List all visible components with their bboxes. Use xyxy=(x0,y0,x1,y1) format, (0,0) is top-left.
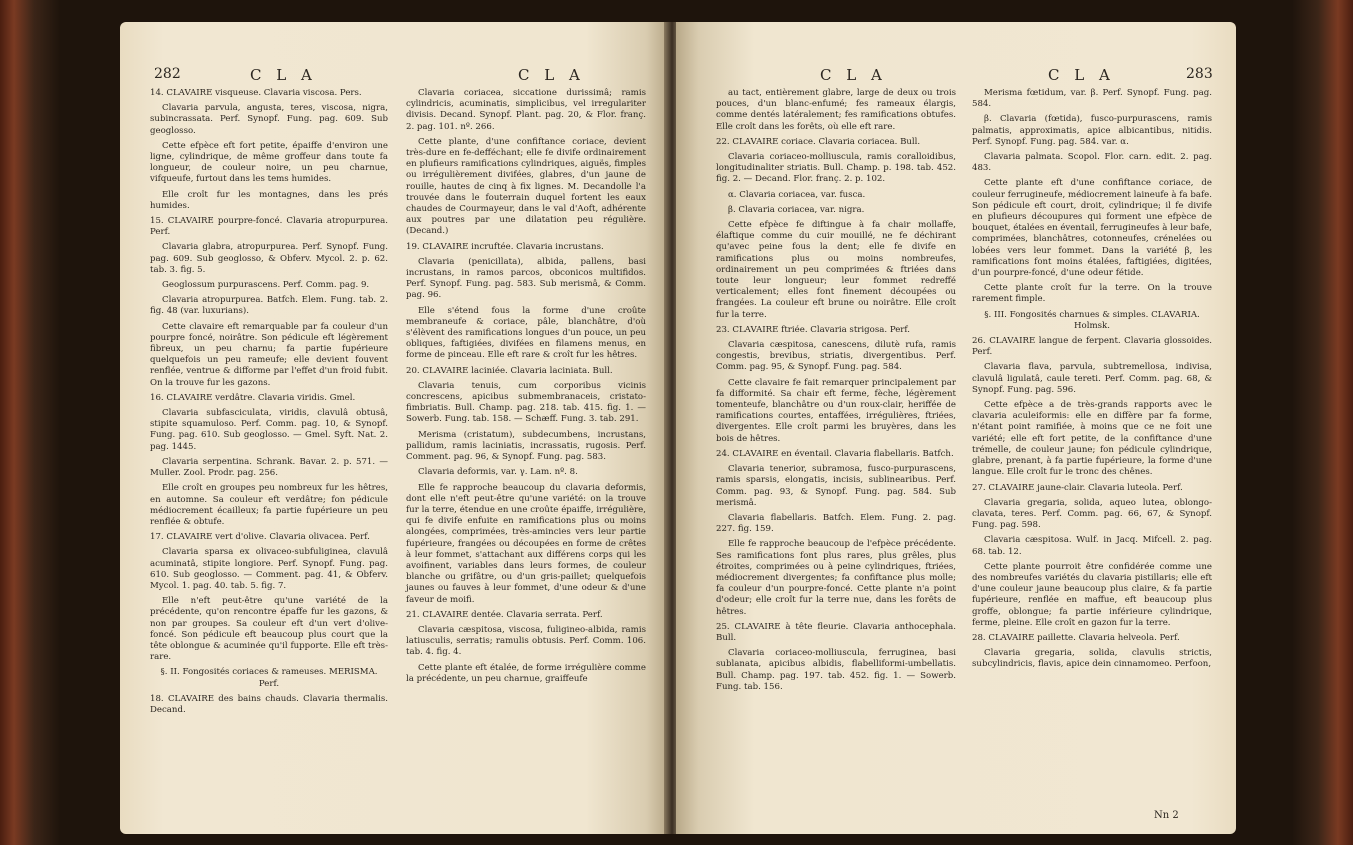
running-head: C L A xyxy=(820,66,887,84)
page-number: 282 xyxy=(154,66,181,82)
right-page xyxy=(676,22,1236,834)
running-head: C L A xyxy=(1048,66,1115,84)
paragraph: Clavaria cæspitosa. Wulf. in Jacq. Mifcell. 2. pag. 68. tab. 12. xyxy=(972,535,1212,557)
signature-mark: Nn 2 xyxy=(1154,810,1179,821)
paragraph: Merisma fœtidum, var. β. Perf. Synopf. Fung. pag. 584. xyxy=(972,88,1212,110)
text-column xyxy=(716,88,956,697)
paragraph: 16. CLAVAIRE verdâtre. Clavaria viridis. Gmel. xyxy=(150,392,356,403)
paragraph: au tact, entièrement glabre, large de deux ou trois pouces, d'un blanc-enfumé; fes rameaux élargis, comme dentés latéralement; fes ramifications obtufes. Elle croît dans les forêts, où elle eft rare. xyxy=(716,88,956,132)
paragraph: Elle croît en groupes peu nombreux fur les hêtres, en automne. Sa couleur eft verdâtre; fon pédicule médiocrement écailleux; fa partie fupérieure un peu renflée & obtufe. xyxy=(150,483,388,527)
paragraph: Clavaria subfasciculata, viridis, clavulâ obtusâ, stipite squamuloso. Perf. Comm. pag. 10, & Synopf. Fung. pag. 610. Sub geoglosso. — Gmel. Syft. Nat. 2. pag. 1445. xyxy=(150,408,388,452)
paragraph: Cette plante, d'une confiftance coriace, devient très-dure en fe-defféchant; elle fe divife ordinairement en plufieurs ramifications cylindriques, aiguës, fimples ou irrégulièrement divifées, glabres, d'un jaune de rouille, hautes de cinq à fix lignes. M. Decandolle l'a trouvée dans le fouterrain duquel fortent les eaux chaudes de Courmayeur, dans le val d'Aoft, adhérente aux poutres par une dilatation peu régulière. (Decand.) xyxy=(406,136,646,237)
left-page xyxy=(120,22,668,834)
paragraph: 28. CLAVAIRE paillette. Clavaria helveola. Perf. xyxy=(972,632,1180,643)
paragraph: Clavaria tenerior, subramosa, fusco-purpurascens, ramis sparsis, elongatis, incisis, sublinearibus. Perf. Comm. pag. 93, & Synopf. Fung. pag. 584. Sub merismâ. xyxy=(716,464,956,508)
paragraph: 22. CLAVAIRE coriace. Clavaria coriacea. Bull. xyxy=(716,136,921,147)
paragraph: Clavaria serpentina. Schrank. Bavar. 2. p. 571. — Muller. Zool. Prodr. pag. 256. xyxy=(150,456,388,479)
paragraph: Clavaria flava, parvula, subtremellosa, indivisa, clavulâ ligulatâ, caule tereti. Perf. Comm. pag. 68, & Synopf. Fung. pag. 596. xyxy=(972,362,1212,395)
paragraph: β. Clavaria coriacea, var. nigra. xyxy=(728,204,865,215)
paragraph: Elle s'étend fous la forme d'une croûte membraneufe & coriace, pâle, blanchâtre, d'où s'élèvent des ramifications longues d'un pouce, un peu obliques, faftigiées, divifées en filamens menus, en forme de pinceau. Elle eft rare & croît fur les hêtres. xyxy=(406,305,646,361)
paragraph: Cette clavaire fe fait remarquer principalement par fa difformité. Sa chair eft ferme, fèche, légèrement tomenteufe, blanchâtre ou d'un roux-clair, heriffée de ramifications courtes, entaffées, irrégulières, ftriées, divergentes. Elle croît parmi les bruyères, dans les bois de hêtres. xyxy=(716,377,956,444)
paragraph: Elle fe rapproche beaucoup du clavaria deformis, dont elle n'eft peut-être qu'une variété: on la trouve fur la terre, étendue en une croûte épaiffe, irrégulière, qui fe divife enfuite en ramifications plus ou moins alongées, comprimées, très-amincies vers leur partie fupérieure, frangées ou découpées en forme de crêtes à leur fommet, s'attachant aux différens corps qui les avoifinent, variables dans leurs formes, de couleur blanche ou grifâtre, ou d'un gris-paillet; quelquefois jaunes ou fauves à leur fommet, d'une odeur & d'une faveur de moifi. xyxy=(406,482,646,605)
paragraph: Clavaria coriacea, siccatione durissimâ; ramis cylindricis, acuminatis, simplicibus, vel irregulariter divisis. Decand. Synopf. Plant. pag. 20, & Flor. franç. 2. pag. 101. nº. 266. xyxy=(406,88,646,132)
paragraph: Clavaria cæspitosa, viscosa, fuligineo-albida, ramis latiusculis, serratis; ramulis obtusis. Perf. Comm. 106. tab. 4. fig. 4. xyxy=(406,624,646,658)
paragraph: 15. CLAVAIRE pourpre-foncé. Clavaria atropurpurea. Perf. xyxy=(150,216,388,238)
text-column xyxy=(150,88,388,720)
running-head: C L A xyxy=(518,66,585,84)
paragraph: Clavaria tenuis, cum corporibus vicinis concrescens, apicibus submembranaceis, cristato-fimbriatis. Bull. Champ. pag. 218. tab. 415. fig. 1. — Sowerb. Fung. tab. 158. — Schæff. Fung. 3. tab. 291. xyxy=(406,380,646,425)
paragraph: Cette efpèce fe diftingue à fa chair mollaffe, élaftique comme du cuir mouillé, ne fe déchirant qu'avec peine fous la dent; elle fe divife en ramifications plus ou moins nombreufes, ordinairement un peu comprimées & ftriées dans toute leur longueur; leur fommet redreffé verticalement; elles font finement découpées ou frangées. La couleur eft brune ou noirâtre. Elle croît fur la terre. xyxy=(716,220,956,320)
paragraph: α. Clavaria coriacea, var. fusca. xyxy=(728,189,866,200)
paragraph: 25. CLAVAIRE à tête fleurie. Clavaria anthocephala. Bull. xyxy=(716,621,956,643)
paragraph: 23. CLAVAIRE ftriée. Clavaria strigosa. Perf. xyxy=(716,324,911,335)
paragraph: Clavaria (penicillata), albida, pallens, basi incrustans, in ramos parcos, obconicos multifidos. Perf. Synopf. Fung. pag. 583. Sub merismâ, & Comm. pag. 96. xyxy=(406,256,646,301)
paragraph: 19. CLAVAIRE incruftée. Clavaria incrustans. xyxy=(406,241,604,252)
paragraph: Clavaria glabra, atropurpurea. Perf. Synopf. Fung. pag. 609. Sub geoglosso, & Obferv. Mycol. 2. p. 62. tab. 3. fig. 5. xyxy=(150,242,388,275)
paragraph: Clavaria cæspitosa, canescens, dilutè rufa, ramis congestis, brevibus, striatis, divergentibus. Perf. Comm. pag. 95, & Synopf. Fung. pag. 584. xyxy=(716,340,956,373)
paragraph: §. III. Fongosités charnues & simples. CLAVARIA. Holmsk. xyxy=(984,309,1200,331)
paragraph: Cette plante pourroit être confidérée comme une des nombreufes variétés du clavaria pistillaris; elle eft d'une couleur jaune beaucoup plus claire, & fa partie fupérieure, renflée en maffue, eft beaucoup plus groffe, oblongue; fa partie inférieure cylindrique, ferme, pleine. Elle croît en gazon fur la terre. xyxy=(972,561,1212,628)
paragraph: Merisma (cristatum), subdecumbens, incrustans, pallidum, ramis laciniatis, incrassatis, rugosis. Perf. Comment. pag. 96, & Synopf. Fung. pag. 583. xyxy=(406,429,646,463)
paragraph: 21. CLAVAIRE dentée. Clavaria serrata. Perf. xyxy=(406,609,603,620)
text-column xyxy=(972,88,1212,675)
running-head: C L A xyxy=(250,66,317,84)
paragraph: 20. CLAVAIRE laciniée. Clavaria laciniata. Bull. xyxy=(406,365,613,376)
paragraph: 24. CLAVAIRE en éventail. Clavaria flabellaris. Batfch. xyxy=(716,448,954,459)
paragraph: 27. CLAVAIRE jaune-clair. Clavaria luteola. Perf. xyxy=(972,482,1183,493)
paragraph: Geoglossum purpurascens. Perf. Comm. pag. 9. xyxy=(162,280,370,291)
paragraph: Elle croît fur les montagnes, dans les prés humides. xyxy=(150,189,388,211)
paragraph: Clavaria sparsa ex olivaceo-subfuliginea, clavulâ acuminatâ, stipite longiore. Perf. Synopf. Fung. pag. 610. Sub geoglosso. — Comment. pag. 41, & Obferv. Mycol. 1. pag. 40. tab. 5. fig. 7. xyxy=(150,547,388,591)
paragraph: Clavaria palmata. Scopol. Flor. carn. edit. 2. pag. 483. xyxy=(972,152,1212,174)
paragraph: Cette efpèce a de très-grands rapports avec le clavaria aculeiformis: elle en diffère par fa forme, n'étant point ramifiée, à moins que ce ne foit une variété; elle eft fort petite, de la confiftance d'une trémelle, de couleur jaune; fon pédicule cylindrique, glabre, prenant, à fa partie fupérieure, la forme d'une langue. Elle croît fur le tronc des chênes. xyxy=(972,400,1212,478)
paragraph: 17. CLAVAIRE vert d'olive. Clavaria olivacea. Perf. xyxy=(150,532,370,543)
paragraph: Cette plante croît fur la terre. On la trouve rarement fimple. xyxy=(972,283,1212,305)
paragraph: Cette efpèce eft fort petite, épaiffe d'environ une ligne, cylindrique, de même groffeur dans toute fa longueur, de couleur noire, un peu charnue, vifqueufe, furtout dans les tems humides. xyxy=(150,140,388,185)
paragraph: Clavaria gregaria, solida, aqueo lutea, oblongo-clavata, teres. Perf. Comm. pag. 66, 67, & Synopf. Fung. pag. 598. xyxy=(972,497,1212,531)
paragraph: Clavaria parvula, angusta, teres, viscosa, nigra, subincrassata. Perf. Synopf. Fung. pag. 609. Sub geoglosso. xyxy=(150,103,388,136)
paragraph: Elle n'eft peut-être qu'une variété de la précédente, qu'on rencontre épaffe fur les gazons, & non par groupes. Sa couleur eft d'un vert d'olive-foncé. Son pédicule eft beaucoup plus court que la tête oblongue & acuminée qu'il fupporte. Elle eft très-rare. xyxy=(150,596,388,663)
paragraph: 14. CLAVAIRE visqueuse. Clavaria viscosa. Pers. xyxy=(150,88,362,98)
paragraph: 18. CLAVAIRE des bains chauds. Clavaria thermalis. Decand. xyxy=(150,693,388,715)
paragraph: Clavaria flabellaris. Batfch. Elem. Fung. 2. pag. 227. fig. 159. xyxy=(716,512,956,535)
paragraph: Clavaria deformis, var. γ. Lam. nº. 8. xyxy=(418,467,578,478)
paragraph: Cette plante eft étalée, de forme irrégulière comme la précédente, un peu charnue, graiffeufe xyxy=(406,662,646,684)
paragraph: §. II. Fongosités coriaces & rameuses. MERISMA. Perf. xyxy=(160,667,378,689)
paragraph: Clavaria atropurpurea. Batfch. Elem. Fung. tab. 2. fig. 48 (var. luxurians). xyxy=(150,295,388,317)
paragraph: 26. CLAVAIRE langue de ferpent. Clavaria glossoides. Perf. xyxy=(972,336,1212,358)
paragraph: Clavaria coriaceo-molliuscula, ferruginea, basi sublanata, apicibus albidis, flabelliformi-umbellatis. Bull. Champ. pag. 197. tab. 452. fig. 1. — Sowerb. Fung. tab. 156. xyxy=(716,648,956,692)
paragraph: Cette clavaire eft remarquable par fa couleur d'un pourpre foncé, noirâtre. Son pédicule eft légèrement fibreux, un peu charnu; fa partie fupérieure quelquefois un peu rameufe; elle devient fouvent renflée, ventrue & difforme par l'effet d'un froid fubit. On la trouve fur les gazons. xyxy=(150,321,388,388)
text-column xyxy=(406,88,646,689)
paragraph: Clavaria coriaceo-molliuscula, ramis coralloidibus, longitudinaliter striatis. Bull. Champ. p. 198. tab. 452. fig. 2. — Decand. Flor. franç. 2. p. 102. xyxy=(716,152,956,185)
page-number: 283 xyxy=(1186,66,1213,82)
paragraph: Elle fe rapproche beaucoup de l'efpèce précédente. Ses ramifications font plus rares, plus grêles, plus étroites, comprimées ou à peine cylindriques, ftriées, médiocrement divergentes; fa confiftance plus molle; fa couleur d'un pourpre-foncé. Cette plante n'a point d'odeur; elle croît fur la terre nue, dans les forêts de hêtres. xyxy=(716,539,956,617)
paragraph: Cette plante eft d'une confiftance coriace, de couleur ferrugineufe, médiocrement laineufe à fa bafe. Son pédicule eft court, droit, cylindrique; il fe divife en plufieurs découpures qui forment une efpèce de bouquet, étalées en éventail, ferrugineufes à leur bafe, comprimées, blanchâtres, cotonneufes, crénelées ou lobées vers leur fommet. Dans la variété β, les ramifications font moins étalées, faftigiées, digitées, d'un pourpre-foncé, d'une odeur fétide. xyxy=(972,178,1212,279)
paragraph: β. Clavaria (fœtida), fusco-purpurascens, ramis palmatis, approximatis, apice albicantibus, nitidis. Perf. Synopf. Fung. pag. 584. var. α. xyxy=(972,114,1212,147)
paragraph: Clavaria gregaria, solida, clavulis strictis, subcylindricis, flavis, apice dein cinnamomeo. Perfoon, xyxy=(972,648,1212,670)
